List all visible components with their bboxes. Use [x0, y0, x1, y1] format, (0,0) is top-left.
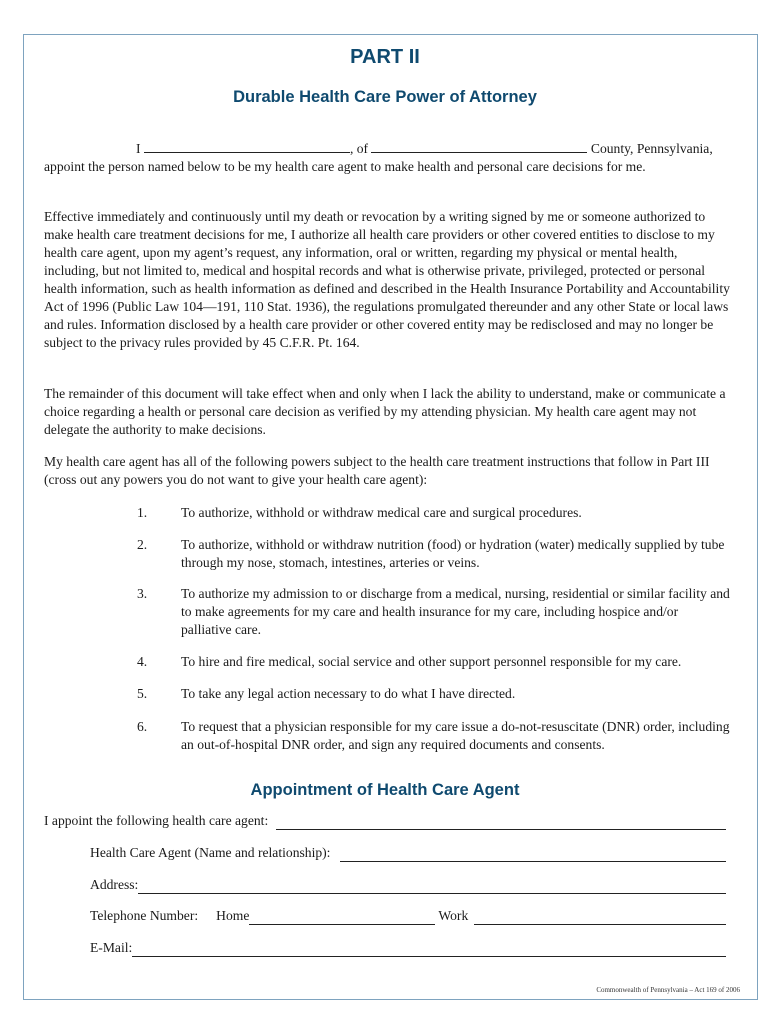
item-number: 4. — [137, 654, 148, 669]
item-text: To hire and fire medical, social service and other support personnel responsible for my care. — [181, 654, 682, 669]
powers-paragraph: My health care agent has all of the following powers subject to the health care treatment instructions that follow in Part III (cross out any powers you do not want to give your health care agent): — [44, 454, 710, 487]
intro-i: I — [136, 141, 141, 156]
work-label: Work — [438, 908, 469, 923]
item-text: To authorize my admission to or discharge from a medical, nursing, residential or similar facility and to make agreements for my care and health insurance for my care, including hospice and/or palliative care. — [181, 586, 730, 637]
form-subtitle: Durable Health Care Power of Attorney — [233, 88, 537, 106]
item-number: 6. — [137, 719, 148, 734]
intro-paragraph — [44, 140, 734, 176]
agent-name-field[interactable] — [340, 848, 726, 862]
intro-text: Pennsylvania, appoint the person named below to be my health care agent to make health and personal care decisions for me. — [44, 141, 713, 174]
disclosure-paragraph: Effective immediately and continuously until my death or revocation by a writing signed by me or someone authorized to make health care treatment decisions for me, I authorize all health care providers or other covered entities to disclose to my health care agent, upon my agent’s request, any information, oral or written, regarding my physical or mental health, including, but not limited to, medical and hospital records and what is otherwise private, privileged, protected or personal health information, such as health information as defined and described in the Health Insurance Portability and Accountability Act of 1996 (Public Law 104—191, 110 Stat. 1936), the regulations promulgated thereunder and any other State or local laws and rules. Information disclosed by a health care provider or other covered entity may be redisclosed and may no longer be subject to the privacy rules provided by 45 C.F.R. Pt. 164. — [44, 209, 730, 350]
item-text: To request that a physician responsible for my care issue a do-not-resuscitate (DNR) order, including an out-of-hospital DNR order, and sign any required documents and consents. — [181, 719, 730, 752]
home-label: Home — [216, 908, 250, 923]
principal-name-field[interactable] — [144, 140, 350, 153]
email-row — [90, 939, 726, 957]
appoint-label: I appoint the following health care agent: — [44, 813, 269, 828]
effective-paragraph: The remainder of this document will take effect when and only when I lack the ability to understand, make or communicate a choice regarding a health or personal care decision as verified by my attending physician. My health care agent may not delegate the authority to make decisions. — [44, 386, 726, 437]
item-number: 3. — [137, 586, 148, 601]
item-text: To authorize, withhold or withdraw medical care and surgical procedures. — [181, 505, 582, 520]
item-text: To take any legal action necessary to do what I have directed. — [181, 686, 516, 701]
item-number: 5. — [137, 686, 148, 701]
work-phone-field[interactable] — [474, 911, 726, 925]
phone-label: Telephone Number: — [90, 908, 199, 923]
home-phone-field[interactable] — [249, 911, 435, 925]
address-field[interactable] — [138, 880, 726, 894]
phone-row — [90, 907, 726, 925]
intro-county: County, — [590, 141, 634, 156]
county-field[interactable] — [371, 140, 587, 153]
email-field[interactable] — [132, 943, 726, 957]
agent-row — [90, 844, 726, 862]
appointment-heading: Appointment of Health Care Agent — [250, 781, 520, 799]
address-label: Address: — [90, 877, 139, 892]
item-number: 1. — [137, 505, 148, 520]
footer-citation: Commonwealth of Pennsylvania – Act 169 of 2006 — [596, 986, 740, 994]
page-title: PART II — [350, 46, 420, 68]
intro-of: , of — [349, 141, 369, 156]
email-label: E-Mail: — [90, 940, 133, 955]
appoint-row — [44, 812, 726, 830]
agent-label: Health Care Agent (Name and relationship): — [90, 845, 331, 860]
appoint-field[interactable] — [276, 816, 726, 830]
item-text: To authorize, withhold or withdraw nutrition (food) or hydration (water) medically supplied by tube through my nose, stomach, intestines, arteries or veins. — [181, 537, 725, 570]
item-number: 2. — [137, 537, 148, 552]
address-row — [90, 876, 726, 894]
